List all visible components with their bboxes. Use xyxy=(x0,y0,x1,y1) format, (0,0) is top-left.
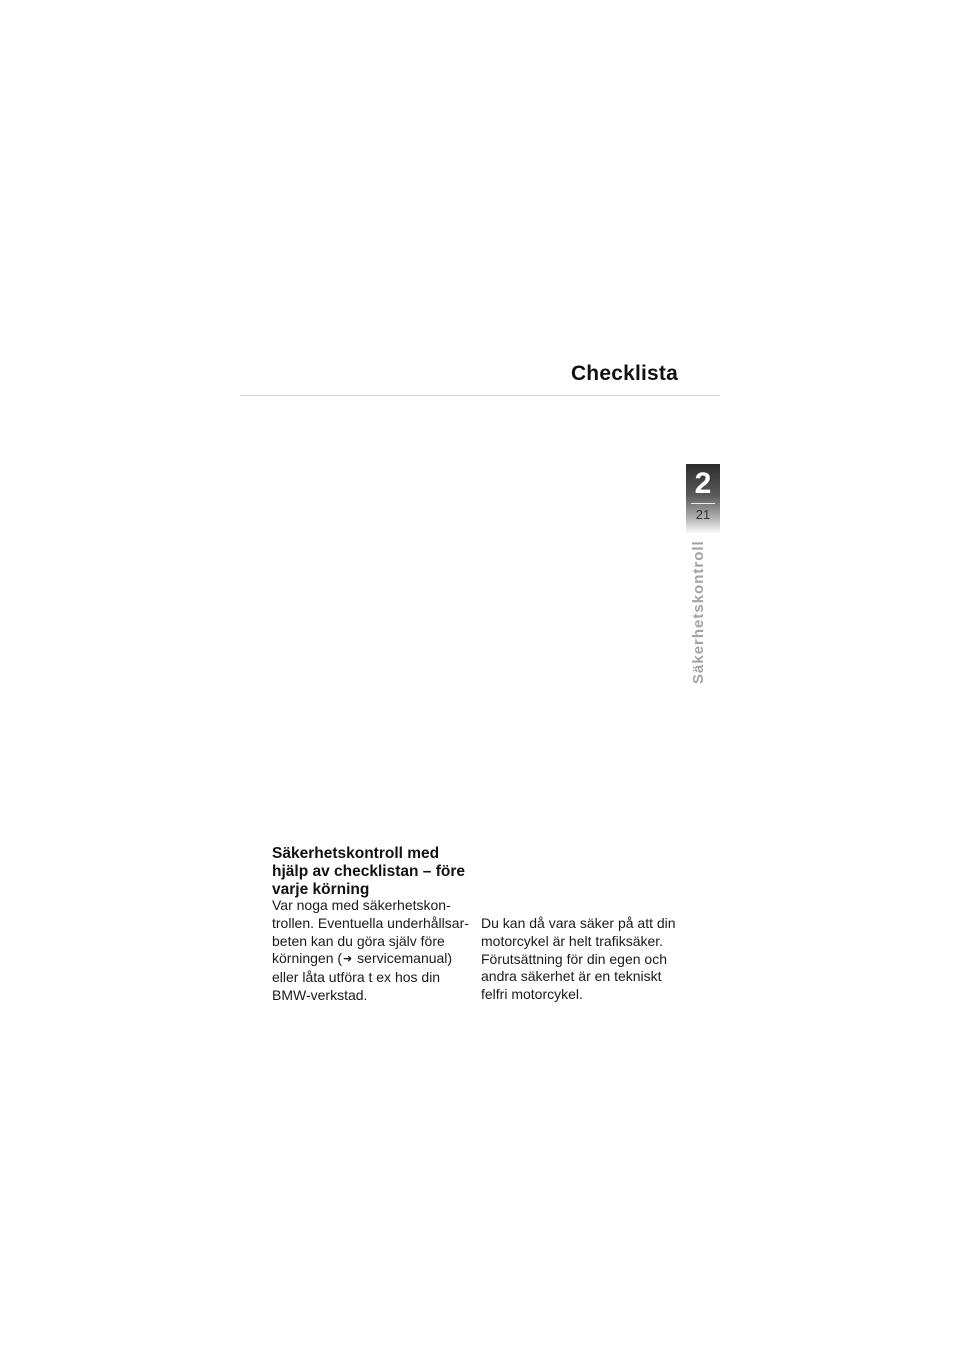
text-line: beten kan du göra själv före xyxy=(272,932,445,949)
text-line: felfri motorcykel. xyxy=(481,986,583,1003)
section-side-label: Säkerhetskontroll xyxy=(690,540,707,684)
chapter-tab-divider xyxy=(691,503,715,504)
section-heading xyxy=(272,845,472,899)
section-heading-line: varje körning xyxy=(272,881,370,898)
header-divider xyxy=(240,395,720,396)
page-number: 21 xyxy=(695,507,711,522)
text-fragment: körningen ( xyxy=(272,950,343,967)
section-heading-line: hjälp av checklistan – före xyxy=(272,863,465,880)
text-line: Förutsättning för din egen och xyxy=(481,950,668,967)
text-line: motorcykel är helt trafiksäker. xyxy=(481,932,664,949)
section-heading-line: Säkerhetskontroll med xyxy=(272,845,440,862)
text-line-with-reference xyxy=(272,950,482,969)
chapter-number: 2 xyxy=(694,467,712,500)
text-line: trollen. Eventuella underhållsar- xyxy=(272,914,469,931)
page-title: Checklista xyxy=(570,362,678,385)
right-column-text xyxy=(481,915,696,1004)
chapter-tab xyxy=(686,464,720,534)
left-column-text xyxy=(272,897,482,1005)
arrow-right-icon: ➜ xyxy=(343,953,353,966)
text-line: Var noga med säkerhetskon- xyxy=(272,897,451,913)
text-fragment: servicemanual) xyxy=(353,950,453,967)
text-line: eller låta utföra t ex hos din xyxy=(272,969,441,986)
text-line: BMW-verkstad. xyxy=(272,986,368,1003)
text-line: Du kan då vara säker på att din xyxy=(481,915,676,931)
text-line: andra säkerhet är en tekniskt xyxy=(481,968,662,985)
